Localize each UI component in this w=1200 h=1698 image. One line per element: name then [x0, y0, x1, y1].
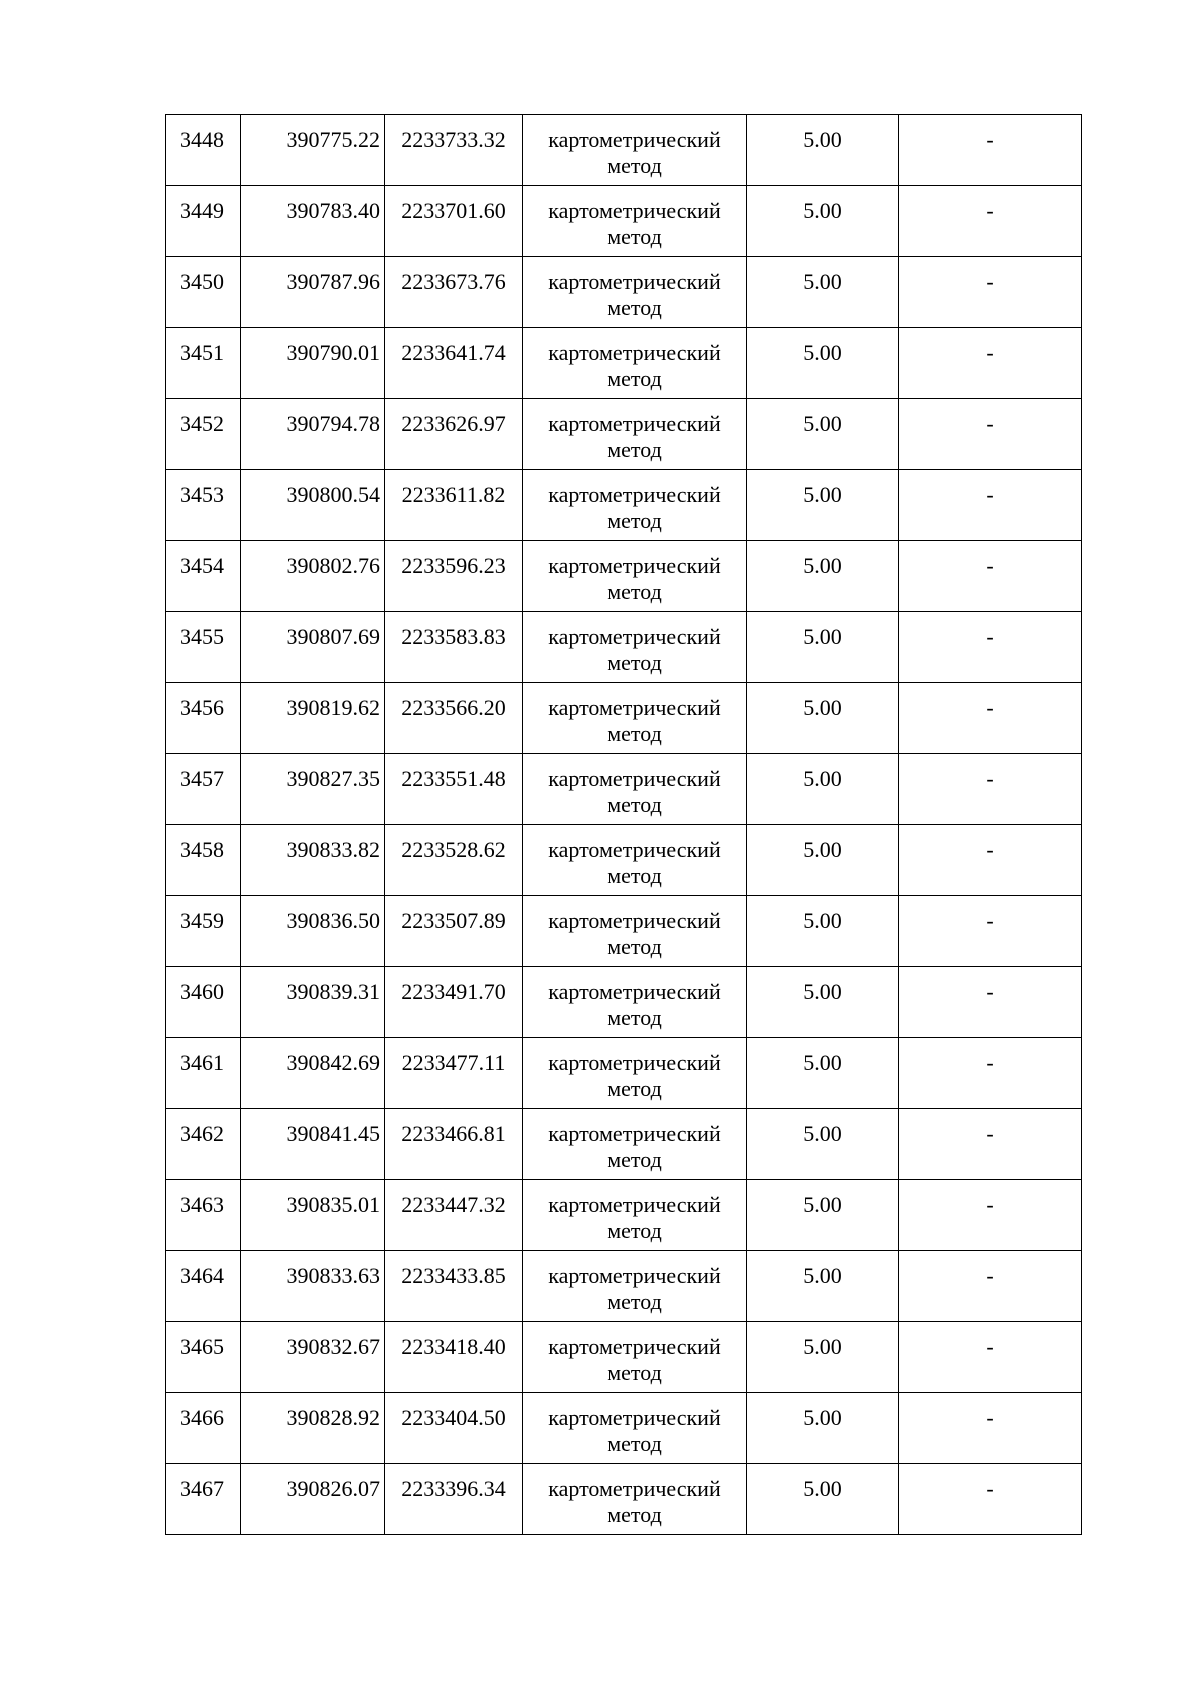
- x-coordinate-cell: 390787.96: [241, 257, 385, 328]
- point-number-cell: 3455: [166, 612, 241, 683]
- x-coordinate-cell: 390802.76: [241, 541, 385, 612]
- description-cell: -: [899, 115, 1082, 186]
- method-cell: картометрический метод: [523, 612, 747, 683]
- point-number-cell: 3464: [166, 1251, 241, 1322]
- coordinates-table-body: [166, 115, 1082, 1535]
- table-row: [166, 1180, 1082, 1251]
- accuracy-cell: 5.00: [747, 1109, 899, 1180]
- table-row: [166, 541, 1082, 612]
- description-cell: -: [899, 1393, 1082, 1464]
- y-coordinate-cell: 2233418.40: [385, 1322, 523, 1393]
- point-number-cell: 3457: [166, 754, 241, 825]
- x-coordinate-cell: 390833.82: [241, 825, 385, 896]
- x-coordinate-cell: 390842.69: [241, 1038, 385, 1109]
- accuracy-cell: 5.00: [747, 1038, 899, 1109]
- table-row: [166, 683, 1082, 754]
- y-coordinate-cell: 2233528.62: [385, 825, 523, 896]
- description-cell: -: [899, 1251, 1082, 1322]
- point-number-cell: 3460: [166, 967, 241, 1038]
- point-number-cell: 3452: [166, 399, 241, 470]
- y-coordinate-cell: 2233626.97: [385, 399, 523, 470]
- table-row: [166, 1109, 1082, 1180]
- point-number-cell: 3458: [166, 825, 241, 896]
- method-cell: картометрический метод: [523, 328, 747, 399]
- point-number-cell: 3454: [166, 541, 241, 612]
- table-row: [166, 470, 1082, 541]
- table-row: [166, 1038, 1082, 1109]
- description-cell: -: [899, 612, 1082, 683]
- description-cell: -: [899, 1180, 1082, 1251]
- accuracy-cell: 5.00: [747, 328, 899, 399]
- x-coordinate-cell: 390828.92: [241, 1393, 385, 1464]
- description-cell: -: [899, 1038, 1082, 1109]
- x-coordinate-cell: 390794.78: [241, 399, 385, 470]
- point-number-cell: 3453: [166, 470, 241, 541]
- description-cell: -: [899, 399, 1082, 470]
- accuracy-cell: 5.00: [747, 1464, 899, 1535]
- point-number-cell: 3448: [166, 115, 241, 186]
- x-coordinate-cell: 390819.62: [241, 683, 385, 754]
- y-coordinate-cell: 2233566.20: [385, 683, 523, 754]
- description-cell: -: [899, 825, 1082, 896]
- point-number-cell: 3449: [166, 186, 241, 257]
- accuracy-cell: 5.00: [747, 257, 899, 328]
- coordinates-table: [165, 114, 1082, 1535]
- y-coordinate-cell: 2233477.11: [385, 1038, 523, 1109]
- method-cell: картометрический метод: [523, 754, 747, 825]
- x-coordinate-cell: 390832.67: [241, 1322, 385, 1393]
- method-cell: картометрический метод: [523, 896, 747, 967]
- method-cell: картометрический метод: [523, 1393, 747, 1464]
- point-number-cell: 3462: [166, 1109, 241, 1180]
- point-number-cell: 3459: [166, 896, 241, 967]
- table-row: [166, 399, 1082, 470]
- y-coordinate-cell: 2233507.89: [385, 896, 523, 967]
- table-row: [166, 896, 1082, 967]
- y-coordinate-cell: 2233466.81: [385, 1109, 523, 1180]
- method-cell: картометрический метод: [523, 541, 747, 612]
- accuracy-cell: 5.00: [747, 399, 899, 470]
- table-row: [166, 1464, 1082, 1535]
- point-number-cell: 3461: [166, 1038, 241, 1109]
- method-cell: картометрический метод: [523, 470, 747, 541]
- x-coordinate-cell: 390790.01: [241, 328, 385, 399]
- y-coordinate-cell: 2233611.82: [385, 470, 523, 541]
- point-number-cell: 3467: [166, 1464, 241, 1535]
- description-cell: -: [899, 257, 1082, 328]
- x-coordinate-cell: 390836.50: [241, 896, 385, 967]
- x-coordinate-cell: 390833.63: [241, 1251, 385, 1322]
- description-cell: -: [899, 328, 1082, 399]
- y-coordinate-cell: 2233396.34: [385, 1464, 523, 1535]
- table-row: [166, 754, 1082, 825]
- method-cell: картометрический метод: [523, 399, 747, 470]
- y-coordinate-cell: 2233641.74: [385, 328, 523, 399]
- y-coordinate-cell: 2233404.50: [385, 1393, 523, 1464]
- table-row: [166, 1393, 1082, 1464]
- accuracy-cell: 5.00: [747, 1393, 899, 1464]
- accuracy-cell: 5.00: [747, 470, 899, 541]
- method-cell: картометрический метод: [523, 1038, 747, 1109]
- y-coordinate-cell: 2233596.23: [385, 541, 523, 612]
- method-cell: картометрический метод: [523, 186, 747, 257]
- accuracy-cell: 5.00: [747, 612, 899, 683]
- accuracy-cell: 5.00: [747, 1322, 899, 1393]
- y-coordinate-cell: 2233491.70: [385, 967, 523, 1038]
- accuracy-cell: 5.00: [747, 1251, 899, 1322]
- method-cell: картометрический метод: [523, 967, 747, 1038]
- point-number-cell: 3465: [166, 1322, 241, 1393]
- method-cell: картометрический метод: [523, 825, 747, 896]
- x-coordinate-cell: 390807.69: [241, 612, 385, 683]
- table-row: [166, 115, 1082, 186]
- x-coordinate-cell: 390775.22: [241, 115, 385, 186]
- table-row: [166, 186, 1082, 257]
- x-coordinate-cell: 390841.45: [241, 1109, 385, 1180]
- table-row: [166, 612, 1082, 683]
- table-row: [166, 967, 1082, 1038]
- point-number-cell: 3466: [166, 1393, 241, 1464]
- accuracy-cell: 5.00: [747, 896, 899, 967]
- description-cell: -: [899, 683, 1082, 754]
- x-coordinate-cell: 390800.54: [241, 470, 385, 541]
- method-cell: картометрический метод: [523, 257, 747, 328]
- y-coordinate-cell: 2233551.48: [385, 754, 523, 825]
- y-coordinate-cell: 2233733.32: [385, 115, 523, 186]
- y-coordinate-cell: 2233447.32: [385, 1180, 523, 1251]
- method-cell: картометрический метод: [523, 1322, 747, 1393]
- accuracy-cell: 5.00: [747, 186, 899, 257]
- point-number-cell: 3450: [166, 257, 241, 328]
- description-cell: -: [899, 186, 1082, 257]
- x-coordinate-cell: 390835.01: [241, 1180, 385, 1251]
- y-coordinate-cell: 2233701.60: [385, 186, 523, 257]
- description-cell: -: [899, 1464, 1082, 1535]
- method-cell: картометрический метод: [523, 115, 747, 186]
- description-cell: -: [899, 541, 1082, 612]
- accuracy-cell: 5.00: [747, 825, 899, 896]
- x-coordinate-cell: 390839.31: [241, 967, 385, 1038]
- accuracy-cell: 5.00: [747, 541, 899, 612]
- table-row: [166, 328, 1082, 399]
- method-cell: картометрический метод: [523, 683, 747, 754]
- method-cell: картометрический метод: [523, 1251, 747, 1322]
- table-row: [166, 1322, 1082, 1393]
- accuracy-cell: 5.00: [747, 967, 899, 1038]
- accuracy-cell: 5.00: [747, 683, 899, 754]
- x-coordinate-cell: 390827.35: [241, 754, 385, 825]
- accuracy-cell: 5.00: [747, 115, 899, 186]
- x-coordinate-cell: 390783.40: [241, 186, 385, 257]
- description-cell: -: [899, 967, 1082, 1038]
- method-cell: картометрический метод: [523, 1109, 747, 1180]
- description-cell: -: [899, 754, 1082, 825]
- point-number-cell: 3463: [166, 1180, 241, 1251]
- table-row: [166, 257, 1082, 328]
- y-coordinate-cell: 2233673.76: [385, 257, 523, 328]
- table-row: [166, 825, 1082, 896]
- accuracy-cell: 5.00: [747, 1180, 899, 1251]
- y-coordinate-cell: 2233583.83: [385, 612, 523, 683]
- point-number-cell: 3451: [166, 328, 241, 399]
- description-cell: -: [899, 1322, 1082, 1393]
- method-cell: картометрический метод: [523, 1180, 747, 1251]
- description-cell: -: [899, 1109, 1082, 1180]
- description-cell: -: [899, 470, 1082, 541]
- accuracy-cell: 5.00: [747, 754, 899, 825]
- point-number-cell: 3456: [166, 683, 241, 754]
- description-cell: -: [899, 896, 1082, 967]
- x-coordinate-cell: 390826.07: [241, 1464, 385, 1535]
- y-coordinate-cell: 2233433.85: [385, 1251, 523, 1322]
- method-cell: картометрический метод: [523, 1464, 747, 1535]
- table-row: [166, 1251, 1082, 1322]
